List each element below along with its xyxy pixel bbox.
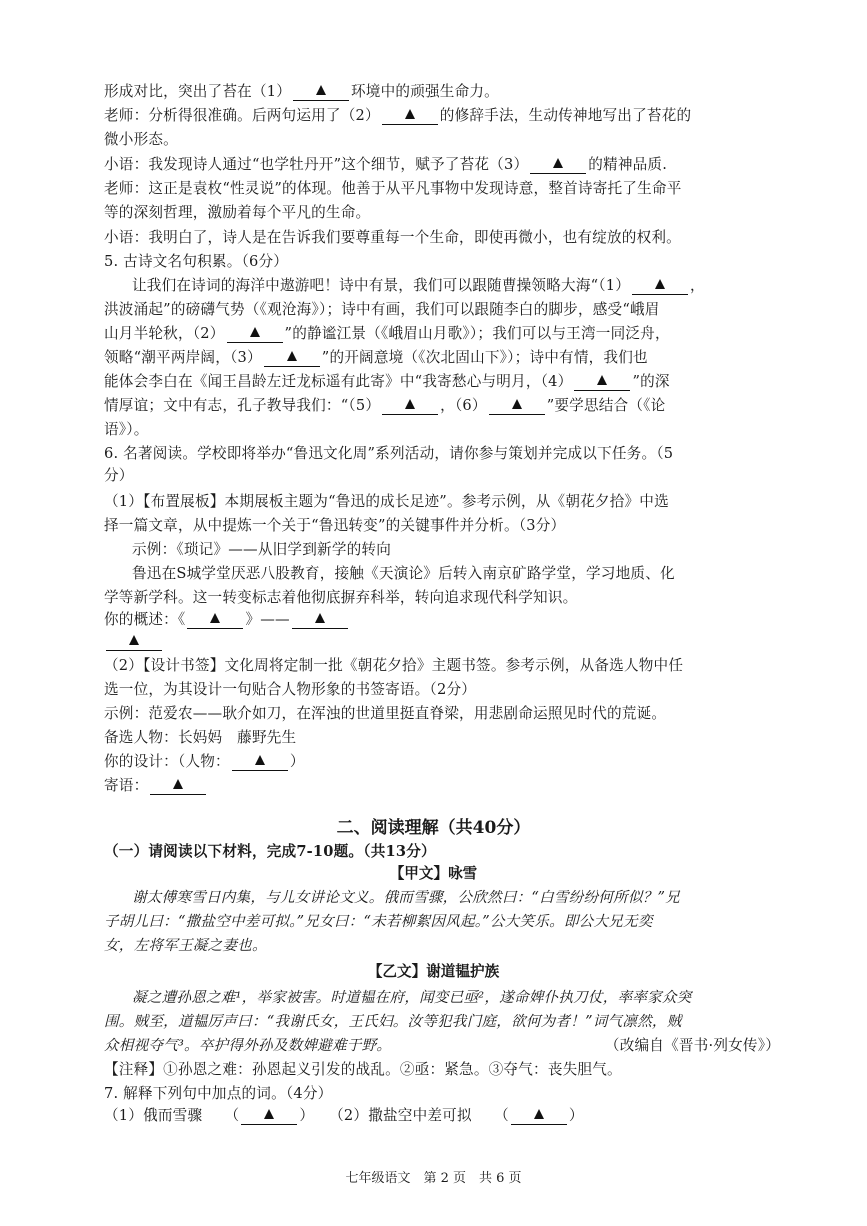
text-line: 老师：这正是袁枚“性灵说”的体现。他善于从平凡事物中发现诗意，整首诗寄托了生命平 [104, 180, 682, 197]
text-line: 子胡儿曰：“撒盐空中差可拟。”兄女曰：“未若柳絮因风起。”公大笑乐。即公大兄无奕 [104, 913, 653, 930]
answer-blank-5-5[interactable] [382, 398, 438, 415]
text-line: 鲁迅在S城学堂厌恶八股教育，接触《天演论》后转入南京矿路学堂，学习地质、化 [132, 565, 675, 582]
answer-blank-message[interactable] [150, 778, 206, 795]
page-footer: 七年级语文 第 2 页 共 6 页 [345, 1171, 522, 1186]
answer-blank-5-4[interactable] [574, 374, 630, 391]
text-line: 语》）。 [104, 421, 149, 438]
passage-jia-title: 【甲文】咏雪 [389, 865, 478, 882]
annotation-note: 【注释】①孙恩之难：孙恩起义引发的战乱。②亟：紧急。③夺气：丧失胆气。 [104, 1061, 622, 1078]
answer-blank-5-6[interactable] [489, 398, 545, 415]
triangle-icon [534, 1109, 544, 1119]
triangle-icon [405, 399, 415, 409]
triangle-icon [315, 613, 325, 623]
text-line: 择一篇文章，从中提炼一个关于“鲁迅转变”的关键事件并分析。（3分） [104, 517, 566, 534]
text-line: 你的设计：（人物： ） [104, 753, 305, 770]
text-line: （2）【设计书签】文化周将定制一批《朝花夕拾》主题书签。参考示例，从备选人物中任 [104, 657, 684, 674]
triangle-icon [255, 755, 265, 765]
text-line: （1）【布置展板】本期展板主题为“鲁迅的成长足迹”。参考示例，从《朝花夕拾》中选 [104, 493, 669, 510]
text-line: 备选人物：长妈妈 藤野先生 [104, 729, 297, 746]
text-line: 众相视夺气³。卒护得外孙及数婢避难于野。 [104, 1037, 392, 1054]
passage-yi-title: 【乙文】谢道韫护族 [367, 963, 500, 980]
text-line: 洪波涌起”的磅礴气势（《观沧海》）；诗中有画，我们可以跟随李白的脚步，感受“峨眉 [104, 301, 660, 318]
triangle-icon [553, 158, 563, 168]
text-line: 学等新学科。这一转变标志着他彻底摒弃科举，转向追求现代科学知识。 [104, 589, 578, 606]
answer-blank-6-event[interactable] [292, 612, 348, 629]
triangle-icon [316, 85, 326, 95]
answer-blank-character[interactable] [232, 754, 288, 771]
answer-blank-5-3[interactable] [264, 350, 320, 367]
answer-blank-7-1[interactable] [241, 1108, 297, 1125]
text-line: 让我们在诗词的海洋中遨游吧！诗中有景，我们可以跟随曹操领略大海“（1） ， [132, 277, 705, 294]
text-line: 山月半轮秋，（2） ”的静谧江景（《峨眉山月歌》）；我们可以与王湾一同泛舟， [104, 325, 670, 342]
answer-blank-5-2[interactable] [227, 326, 283, 343]
part-heading: （一）请阅读以下材料，完成7-10题。（共13分） [104, 843, 436, 860]
text-line: 微小形态。 [104, 131, 178, 148]
triangle-icon [405, 109, 415, 119]
triangle-icon [597, 375, 607, 385]
text-line: 选一位，为其设计一句贴合人物形象的书签寄语。（2分） [104, 681, 477, 698]
source-citation: （改编自《晋书·列女传》） [604, 1037, 780, 1054]
text-line: 形成对比，突出了苔在（1） 环境中的顽强生命力。 [104, 83, 499, 100]
text-line: 情厚谊；文中有志，孔子教导我们：“（5） ，（6） ”要学思结合（《论 [104, 397, 666, 414]
answer-blank-6-title[interactable] [187, 612, 243, 629]
text-line: 小语：我发现诗人通过“也学牡丹开”这个细节，赋予了苔花（3） 的精神品质. [104, 156, 668, 173]
triangle-icon [264, 1109, 274, 1119]
triangle-icon [250, 327, 260, 337]
text-line [104, 632, 784, 652]
triangle-icon [210, 613, 220, 623]
text-line: 你的概述：《 》—— [104, 610, 784, 630]
text-line: 能体会李白在《闻王昌龄左迁龙标遥有此寄》中“我寄愁心与明月，（4） ”的深 [104, 373, 670, 390]
text-line: 小语：我明白了，诗人是在告诉我们要尊重每一个生命，即使再微小，也有绽放的权利。 [104, 229, 681, 246]
triangle-icon [655, 279, 665, 289]
text-line: 凝之遭孙恩之难¹，举家被害。时道韫在府，闻变已亟²，遂命婢仆执刀仗，率率家众突 [132, 989, 692, 1006]
text-line: 分） [104, 467, 134, 484]
question-5-title: 5. 古诗文名句积累。（6分） [104, 253, 289, 270]
answer-blank-7-2[interactable] [511, 1108, 567, 1125]
triangle-icon [512, 399, 522, 409]
text-line: 老师：分析得很准确。后两句运用了（2） 的修辞手法，生动传神地写出了苔花的 [104, 107, 692, 124]
text-line: 围。贼至，道韫厉声曰：“我谢氏女，王氏妇。汝等犯我门庭，欲何为者！”词气凛然，贼 [104, 1013, 682, 1030]
answer-blank-5-1[interactable] [632, 278, 688, 295]
text-line: 领略“潮平两岸阔，（3） ”的开阔意境（《次北固山下》）；诗中有情，我们也 [104, 349, 648, 366]
answer-blank-3[interactable] [530, 157, 586, 174]
text-line: （1）俄而雪骤 （ ） （2）撒盐空中差可拟 （ ） [104, 1107, 584, 1124]
text-line: 女，左将军王凝之妻也。 [104, 937, 267, 954]
text-line: 示例：《琐记》——从旧学到新学的转向 [132, 541, 391, 558]
question-7-title: 7. 解释下列句中加点的词。（4分） [104, 1085, 333, 1102]
text-line: 示例：范爱农——耿介如刀，在浑浊的世道里挺直脊梁，用悲剧命运照见时代的荒诞。 [104, 705, 667, 722]
text-line: 等的深刻哲理，激励着每个平凡的生命。 [104, 204, 371, 221]
question-6-title: 6. 名著阅读。学校即将举办“鲁迅文化周”系列活动，请你参与策划并完成以下任务。（5 [104, 445, 674, 462]
triangle-icon [287, 351, 297, 361]
answer-blank-2[interactable] [382, 108, 438, 125]
answer-blank-6-analysis[interactable] [106, 634, 162, 651]
text-line: 寄语： [104, 776, 784, 796]
text-line: 谢太傅寒雪日内集，与儿女讲论文义。俄而雪骤，公欣然曰：“白雪纷纷何所似？”兄 [132, 889, 680, 906]
triangle-icon [129, 635, 139, 645]
answer-blank-1[interactable] [293, 84, 349, 101]
section-heading: 二、阅读理解（共40分） [336, 818, 531, 838]
triangle-icon [173, 779, 183, 789]
